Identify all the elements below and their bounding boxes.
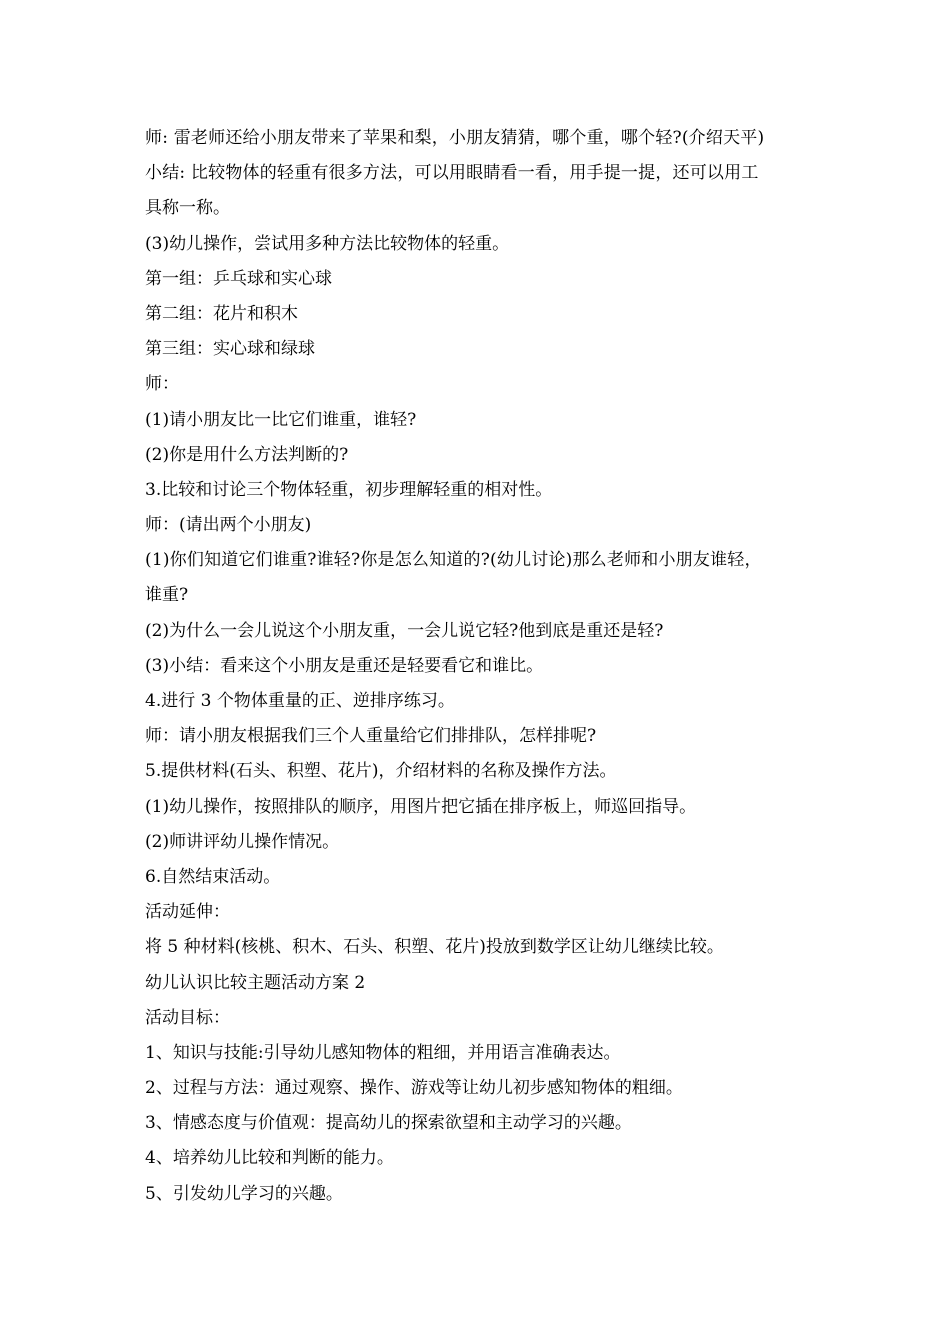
text-line: 活动延伸： [145,902,230,923]
text-line: 3.比较和讨论三个物体轻重，初步理解轻重的相对性。 [145,479,553,500]
text-line: (2)你是用什么方法判断的? [145,444,349,465]
text-line: (1)幼儿操作，按照排队的顺序，用图片把它插在排序板上，师巡回指导。 [145,796,697,817]
text-line: 5、引发幼儿学习的兴趣。 [145,1183,343,1204]
text-line: 5.提供材料(石头、积塑、花片)，介绍材料的名称及操作方法。 [145,761,617,782]
text-line: 师：(请出两个小朋友) [145,515,312,536]
text-line: (2)为什么一会儿说这个小朋友重，一会儿说它轻?他到底是重还是轻? [145,620,664,641]
text-line: 1、知识与技能:引导幼儿感知物体的粗细，并用语言准确表达。 [145,1042,621,1063]
section-title: 幼儿认识比较主题活动方案 2 [145,972,366,993]
text-line: (3)小结：看来这个小朋友是重还是轻要看它和谁比。 [145,655,544,676]
text-line: (3)幼儿操作，尝试用多种方法比较物体的轻重。 [145,233,510,254]
text-line: 第二组：花片和积木 [145,303,298,324]
text-line: 6.自然结束活动。 [145,866,281,887]
text-line: (1)你们知道它们谁重?谁轻?你是怎么知道的?(幼儿讨论)那么老师和小朋友谁轻， [145,550,762,571]
text-line: 活动目标： [145,1007,230,1028]
document-body [145,121,815,1212]
text-line: 具称一称。 [145,198,230,219]
text-line: 第一组：乒乓球和实心球 [145,268,332,289]
text-line: 4、培养幼儿比较和判断的能力。 [145,1148,394,1169]
text-line: 3、情感态度与价值观：提高幼儿的探索欲望和主动学习的兴趣。 [145,1113,632,1134]
text-line: 将 5 种材料(核桃、积木、石头、积塑、花片)投放到数学区让幼儿继续比较。 [145,937,724,958]
text-line: 师：请小朋友根据我们三个人重量给它们排排队，怎样排呢? [145,726,597,747]
text-line: 4.进行 3 个物体重量的正、逆排序练习。 [145,691,455,711]
text-line: 师： [145,374,179,395]
text-line: 师: 雷老师还给小朋友带来了苹果和梨，小朋友猜猜，哪个重，哪个轻?(介绍天平) [145,128,765,148]
text-line: 小结: 比较物体的轻重有很多方法，可以用眼睛看一看，用手提一提，还可以用工 [145,163,759,184]
text-line: (2)师讲评幼儿操作情况。 [145,831,340,852]
text-line: (1)请小朋友比一比它们谁重，谁轻? [145,409,417,430]
text-line: 谁重? [145,585,189,606]
text-line: 2、过程与方法：通过观察、操作、游戏等让幼儿初步感知物体的粗细。 [145,1078,683,1099]
text-line: 第三组：实心球和绿球 [145,339,315,360]
